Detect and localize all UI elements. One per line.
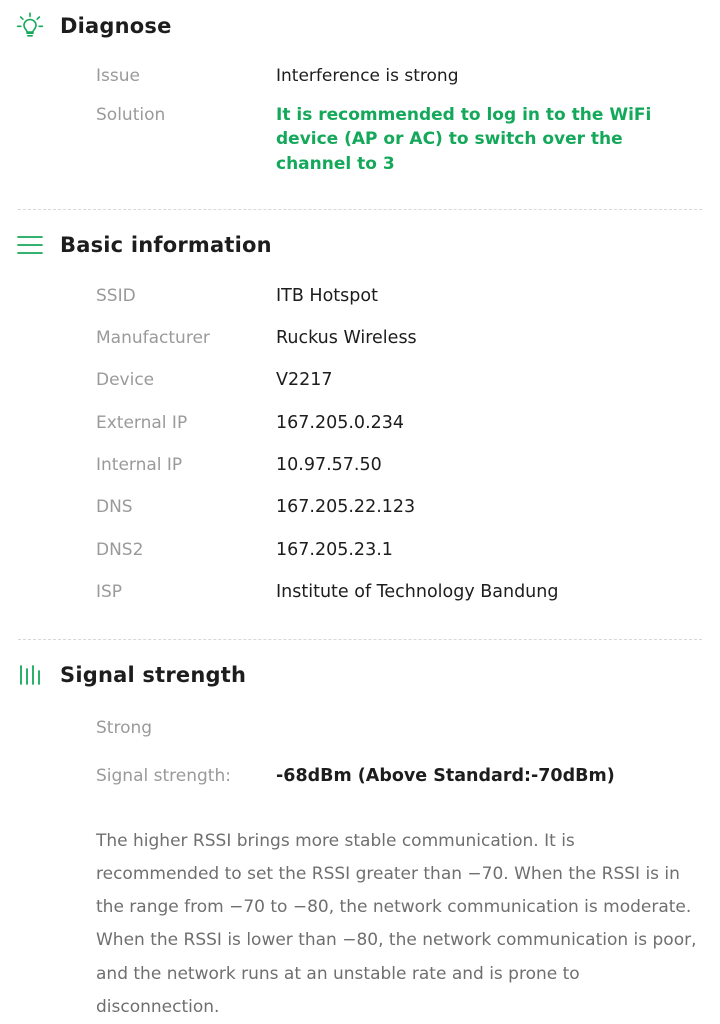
row-label: DNS <box>96 497 133 518</box>
diagnose-title: Diagnose <box>60 14 172 38</box>
basic-information-section <box>0 210 720 639</box>
diagnose-issue-row <box>96 64 696 89</box>
row-label: SSID <box>96 285 136 306</box>
signal-strength-header <box>0 662 720 688</box>
row-value: ITB Hotspot <box>276 285 378 306</box>
diagnose-solution-row <box>96 103 696 177</box>
row-value: Institute of Technology Bandung <box>276 582 559 603</box>
table-row <box>96 411 696 436</box>
row-value: Ruckus Wireless <box>276 327 417 348</box>
diagnose-issue-value: Interference is strong <box>276 66 459 86</box>
diagnose-issue-label: Issue <box>96 66 140 86</box>
row-label: Device <box>96 370 155 391</box>
basic-information-rows <box>0 284 720 639</box>
row-value: 167.205.0.234 <box>276 412 405 433</box>
basic-information-title: Basic information <box>60 232 272 257</box>
row-label: ISP <box>96 582 123 603</box>
signal-strength-body <box>0 718 720 825</box>
row-value: 167.205.22.123 <box>276 497 416 518</box>
table-row <box>96 326 696 351</box>
table-row <box>96 368 696 393</box>
table-row <box>96 538 696 563</box>
row-label: Manufacturer <box>96 327 210 348</box>
signal-strength-value: -68dBm (Above Standard:-70dBm) <box>276 765 615 786</box>
diagnose-solution-label: Solution <box>96 104 166 125</box>
diagnose-section <box>0 0 720 209</box>
row-label: External IP <box>96 412 188 433</box>
table-row <box>96 453 696 478</box>
row-value: 167.205.23.1 <box>276 539 393 560</box>
diagnose-header <box>0 10 720 42</box>
basic-information-header <box>0 232 720 258</box>
signal-status-text: Strong <box>96 717 153 738</box>
signal-strength-label: Signal strength: <box>96 765 231 786</box>
signal-strength-section <box>0 640 720 1024</box>
diagnose-solution-value: It is recommended to log in to the WiFi device (AP or AC) to switch over the channel to 3 <box>276 104 652 174</box>
table-row <box>96 495 696 520</box>
diagnose-rows <box>0 64 720 209</box>
lightbulb-icon <box>0 10 60 42</box>
signal-strength-title: Signal strength <box>60 662 247 687</box>
row-label: Internal IP <box>96 455 183 476</box>
table-row <box>96 580 696 605</box>
hamburger-menu-icon <box>0 232 60 258</box>
row-value: V2217 <box>276 370 333 391</box>
signal-bars-icon <box>0 662 60 688</box>
table-row <box>96 284 696 309</box>
row-value: 10.97.57.50 <box>276 455 382 476</box>
row-label: DNS2 <box>96 539 144 560</box>
signal-strength-description: The higher RSSI brings more stable communication. It is recommended to set the RSSI greater than −70. When the RSSI is in the range from −70 to −80, the network communication is moderate. When the RSSI is lower than −80, the network communication is poor, and the network runs at an unstable rate and is prone to disconnection. <box>96 830 697 1017</box>
signal-strength-row <box>96 764 696 789</box>
